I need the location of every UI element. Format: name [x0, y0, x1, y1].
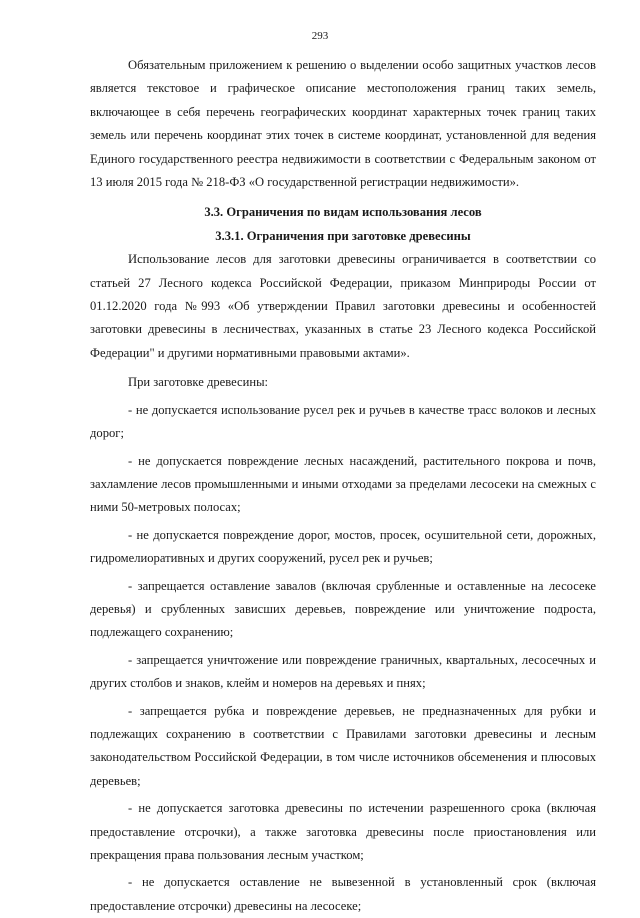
- main-paragraph: Использование лесов для заготовки древесины ограничивается в соответствии со статьей 27 Лесного кодекса Российской Федерации, приказом Минприроды России от 01.12.2020 года №993 «Об утверждении Правил заготовки древесины и особенностей заготовки древесины в лесничествах, указанных в статье 23 Лесного кодекса Российской Федерации" и другими нормативными правовыми актами».: [90, 252, 596, 360]
- list-item: - не допускается оставление не вывезенной в установленный срок (включая предоставление отсрочки) древесины на лесосеке;: [90, 875, 596, 913]
- list-item: - не допускается повреждение дорог, мостов, просек, осушительной сети, дорожных, гидромелиоративных и других сооружений, русел рек и ручьев;: [90, 527, 596, 566]
- list-item: - запрещается уничтожение или повреждение граничных, квартальных, лесосечных и других столбов и знаков, клейм и номеров на деревьях и пнях;: [90, 652, 596, 691]
- list-item: - запрещается оставление завалов (включая срубленные и оставленные на лесосеке деревья) и срубленных зависших деревьев, повреждение или уничтожение подроста, подлежащего сохранению;: [90, 578, 596, 640]
- restrictions-list: [90, 399, 596, 918]
- subsection-heading: 3.3.1. Ограничения при заготовке древесины: [215, 228, 471, 243]
- list-item: - запрещается рубка и повреждение деревьев, не предназначенных для рубки и подлежащих сохранению в соответствии с Правилами заготовки древесины и лесным законодательством Российской Федерации, в том числе источников обсеменения и плюсовых деревьев;: [90, 703, 596, 788]
- list-item: - не допускается заготовка древесины по истечении разрешенного срока (включая предоставление отсрочки), а также заготовка древесины после приостановления или прекращения права пользования лесным участком;: [90, 801, 596, 862]
- list-item: - не допускается использование русел рек и ручьев в качестве трасс волоков и лесных дорог;: [90, 402, 596, 441]
- list-item: - не допускается повреждение лесных насаждений, растительного покрова и почв, захламление лесов промышленными и иными отходами за пределами лесосеки на смежных с ними 50-метровых полосах;: [90, 453, 596, 515]
- intro-paragraph: Обязательным приложением к решению о выделении особо защитных участков лесов является текстовое и графическое описание местоположения границ таких земель, включающее в себя перечень географических координат характерных точек границ таких земель или перечень координат этих точек в системе координат, установленной для ведения Единого государственного реестра недвижимости в соответствии с Федеральным законом от 13 июля 2015 года № 218-ФЗ «О государственной регистрации недвижимости».: [90, 58, 596, 190]
- list-intro: При заготовке древесины:: [128, 375, 269, 390]
- page-number: 293: [311, 30, 329, 42]
- page-content: [90, 54, 596, 918]
- section-heading: 3.3. Ограничения по видам использования лесов: [204, 205, 482, 220]
